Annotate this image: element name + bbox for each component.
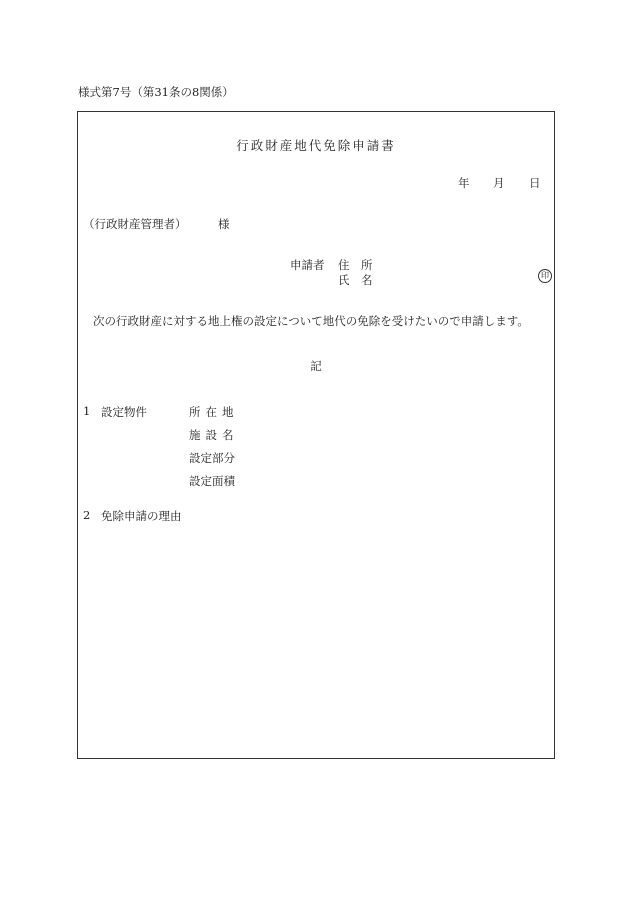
setting-part-label: 設定部分 — [189, 451, 235, 465]
facility-name-label: 施設名 — [189, 428, 239, 442]
form-number: 様式第7号（第31条の8関係） — [78, 85, 234, 99]
addressee-name: （行政財産管理者） — [83, 217, 187, 231]
date-year: 年 — [458, 176, 470, 190]
addressee-honorific: 様 — [218, 217, 230, 231]
date-day: 日 — [529, 176, 541, 190]
item1-label: 設定物件 — [101, 405, 147, 419]
item2-number: 2 — [83, 508, 91, 522]
body-text: 次の行政財産に対する地上権の設定について地代の免除を受けたいので申請します。 — [93, 314, 529, 328]
applicant-label: 申請者 — [290, 258, 325, 272]
item1-number: 1 — [83, 404, 91, 418]
ki-heading: 記 — [310, 359, 322, 373]
setting-area-label: 設定面積 — [189, 474, 235, 488]
location-label: 所在地 — [189, 405, 239, 419]
document-title: 行政財産地代免除申請書 — [236, 138, 396, 153]
applicant-address-label: 住 所 — [338, 258, 373, 272]
date-month: 月 — [493, 176, 505, 190]
application-form — [77, 111, 555, 759]
applicant-name-label: 氏 名 — [338, 273, 373, 287]
seal-mark: 印 — [538, 269, 552, 283]
item2-label: 免除申請の理由 — [101, 509, 182, 523]
